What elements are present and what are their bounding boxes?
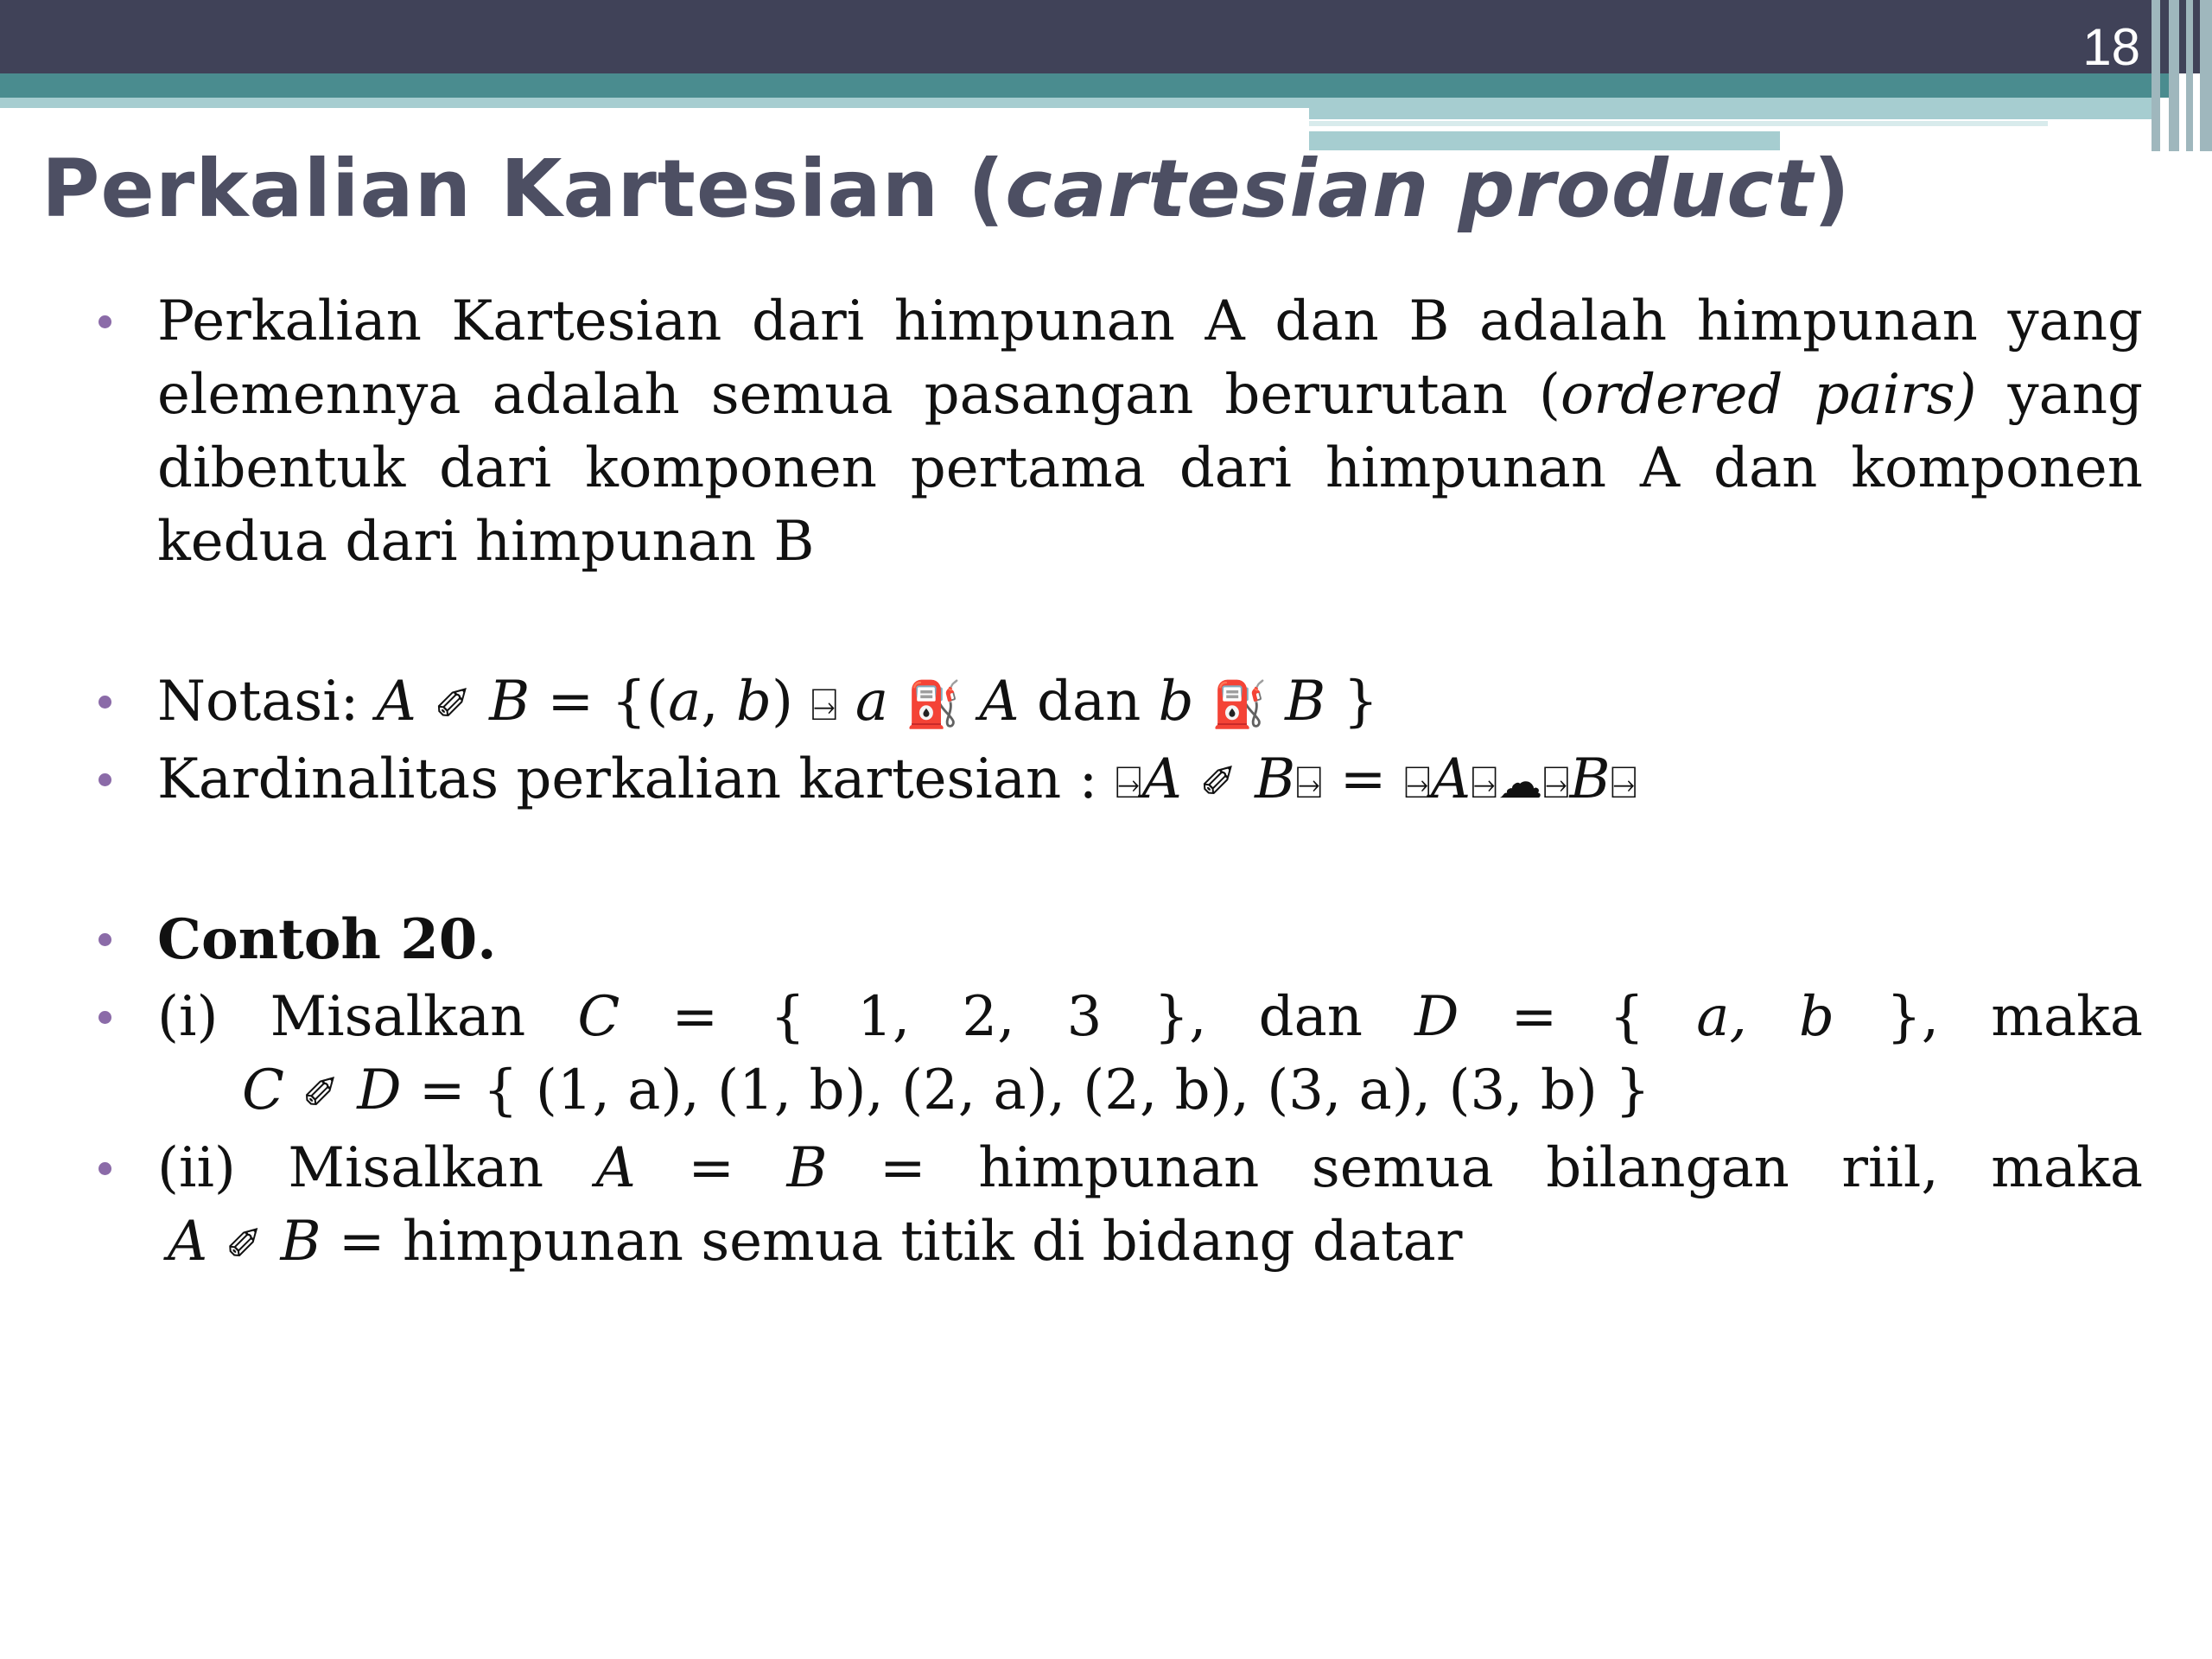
example-i-word: Misalkan bbox=[270, 985, 526, 1049]
notation-close-pair: ) bbox=[771, 670, 793, 734]
example-i-word: }, bbox=[1154, 985, 1207, 1049]
bar-glyph: ⍈ bbox=[1610, 757, 1637, 809]
element-of-glyph-2: ⛽ bbox=[1211, 679, 1268, 731]
cardinality-B-2: B bbox=[1569, 747, 1611, 811]
example-i-a: a, bbox=[1696, 985, 1747, 1049]
header-light-stripe-right bbox=[1309, 98, 2160, 119]
bullet-cardinality bbox=[157, 743, 2143, 820]
notation-B: B bbox=[489, 670, 531, 734]
example-i-line-1 bbox=[157, 981, 2143, 1054]
definition-italic: ordered pairs) bbox=[1560, 363, 1977, 427]
example-i-word: { bbox=[770, 985, 805, 1049]
example-i-word: 1, bbox=[857, 985, 911, 1049]
bar-glyph: ⍈ bbox=[1542, 757, 1570, 809]
example-i-D: D bbox=[1414, 985, 1459, 1049]
example-i-C: C bbox=[577, 985, 620, 1049]
bar-glyph: ⍈ bbox=[1295, 757, 1323, 809]
title-close: ) bbox=[1813, 143, 1851, 235]
notation-a: a bbox=[668, 670, 702, 734]
example-ii-A: A bbox=[595, 1136, 636, 1200]
example-i-word: maka bbox=[1991, 985, 2144, 1049]
example-i-result: = { (1, a), (1, b), (2, a), (2, b), (3, a), (3, b) } bbox=[418, 1058, 1650, 1122]
bar-glyph: ⍈ bbox=[1471, 757, 1498, 809]
example-ii-word: = bbox=[880, 1136, 926, 1200]
page-number: 18 bbox=[2082, 18, 2140, 76]
times-glyph: ✐ bbox=[1199, 757, 1237, 809]
cardinality-A-2: A bbox=[1430, 747, 1471, 811]
title-main: Perkalian Kartesian ( bbox=[41, 143, 1006, 235]
example-i-word: }, bbox=[1886, 985, 1940, 1049]
example-ii-result: = himpunan semua titik di bidang datar bbox=[338, 1210, 1463, 1274]
bullet-example-ii bbox=[157, 1132, 2143, 1282]
notation-A: A bbox=[376, 670, 416, 734]
example-ii-word: himpunan bbox=[978, 1136, 1260, 1200]
bullet-notation bbox=[157, 665, 2143, 742]
example-ii-word: maka bbox=[1991, 1136, 2143, 1200]
example-i-label: (i) bbox=[157, 985, 219, 1049]
example-i-line-2 bbox=[157, 1054, 2143, 1131]
example-i-word: 3 bbox=[1066, 985, 1103, 1049]
example-ii-B: B bbox=[786, 1136, 828, 1200]
slide-title bbox=[41, 143, 1851, 235]
example-i-word: = bbox=[1510, 985, 1558, 1049]
header-teal-stripe bbox=[0, 73, 2169, 98]
header-thin-stripe bbox=[1309, 121, 2048, 126]
example-i-word: 2, bbox=[962, 985, 1015, 1049]
example-i-word: dan bbox=[1258, 985, 1363, 1049]
notation-A2: A bbox=[979, 670, 1020, 734]
notation-a2: a bbox=[855, 670, 888, 734]
notation-b2: b bbox=[1158, 670, 1194, 734]
notation-b: b bbox=[735, 670, 772, 734]
bar-glyph: ⍈ bbox=[1403, 757, 1431, 809]
cardinality-B: B bbox=[1255, 747, 1296, 811]
notation-eq-open: = {( bbox=[547, 670, 669, 734]
bullet-example-i bbox=[157, 981, 2143, 1131]
header-light-stripe bbox=[0, 98, 1309, 108]
example-ii-B2: B bbox=[280, 1210, 321, 1274]
example-ii-word: Misalkan bbox=[288, 1136, 544, 1200]
example-ii-line-1 bbox=[157, 1132, 2143, 1205]
bullet-definition bbox=[157, 285, 2143, 579]
notation-comma: , bbox=[701, 670, 736, 734]
times-glyph: ✐ bbox=[302, 1068, 340, 1120]
example-ii-line-2 bbox=[157, 1205, 2143, 1282]
example-i-word: = bbox=[671, 985, 719, 1049]
title-italic: cartesian product bbox=[1005, 143, 1814, 235]
notation-dan: dan bbox=[1036, 670, 1141, 734]
example-i-b: b bbox=[1798, 985, 1834, 1049]
example-ii-word: = bbox=[688, 1136, 734, 1200]
example-ii-word: semua bbox=[1311, 1136, 1494, 1200]
definition-text-2: yang dibentuk dari komponen pertama dari himpunan A dan komponen kedua dari himpunan B bbox=[157, 363, 2143, 574]
example-ii-word: riil, bbox=[1841, 1136, 1939, 1200]
header-bar bbox=[0, 0, 2212, 73]
example-i-C2: C bbox=[242, 1058, 284, 1122]
example-heading: Contoh 20. bbox=[157, 903, 2143, 976]
times-glyph: ✐ bbox=[225, 1219, 264, 1271]
element-of-glyph: ⛽ bbox=[906, 679, 963, 731]
cardinality-equals: = bbox=[1339, 747, 1387, 811]
bar-glyph: ⍈ bbox=[810, 679, 838, 731]
example-ii-label: (ii) bbox=[157, 1136, 236, 1200]
notation-label: Notasi: bbox=[157, 670, 359, 734]
cardinality-A: A bbox=[1141, 747, 1182, 811]
multiply-glyph: ☁ bbox=[1497, 757, 1543, 809]
cardinality-label: Kardinalitas perkalian kartesian : bbox=[157, 747, 1098, 811]
header-right-bars bbox=[2152, 0, 2212, 151]
example-i-word: { bbox=[1609, 985, 1645, 1049]
example-i-D2: D bbox=[357, 1058, 402, 1122]
times-glyph: ✐ bbox=[434, 679, 472, 731]
notation-B2: B bbox=[1285, 670, 1326, 734]
notation-close-set: } bbox=[1343, 670, 1379, 734]
definition-text-1: Perkalian Kartesian dari himpunan A dan B adalah himpunan yang elemennya adalah semua pasangan berurutan ( bbox=[157, 289, 2143, 427]
example-ii-word: bilangan bbox=[1546, 1136, 1789, 1200]
example-ii-A2: A bbox=[168, 1210, 208, 1274]
bar-glyph: ⍈ bbox=[1115, 757, 1142, 809]
